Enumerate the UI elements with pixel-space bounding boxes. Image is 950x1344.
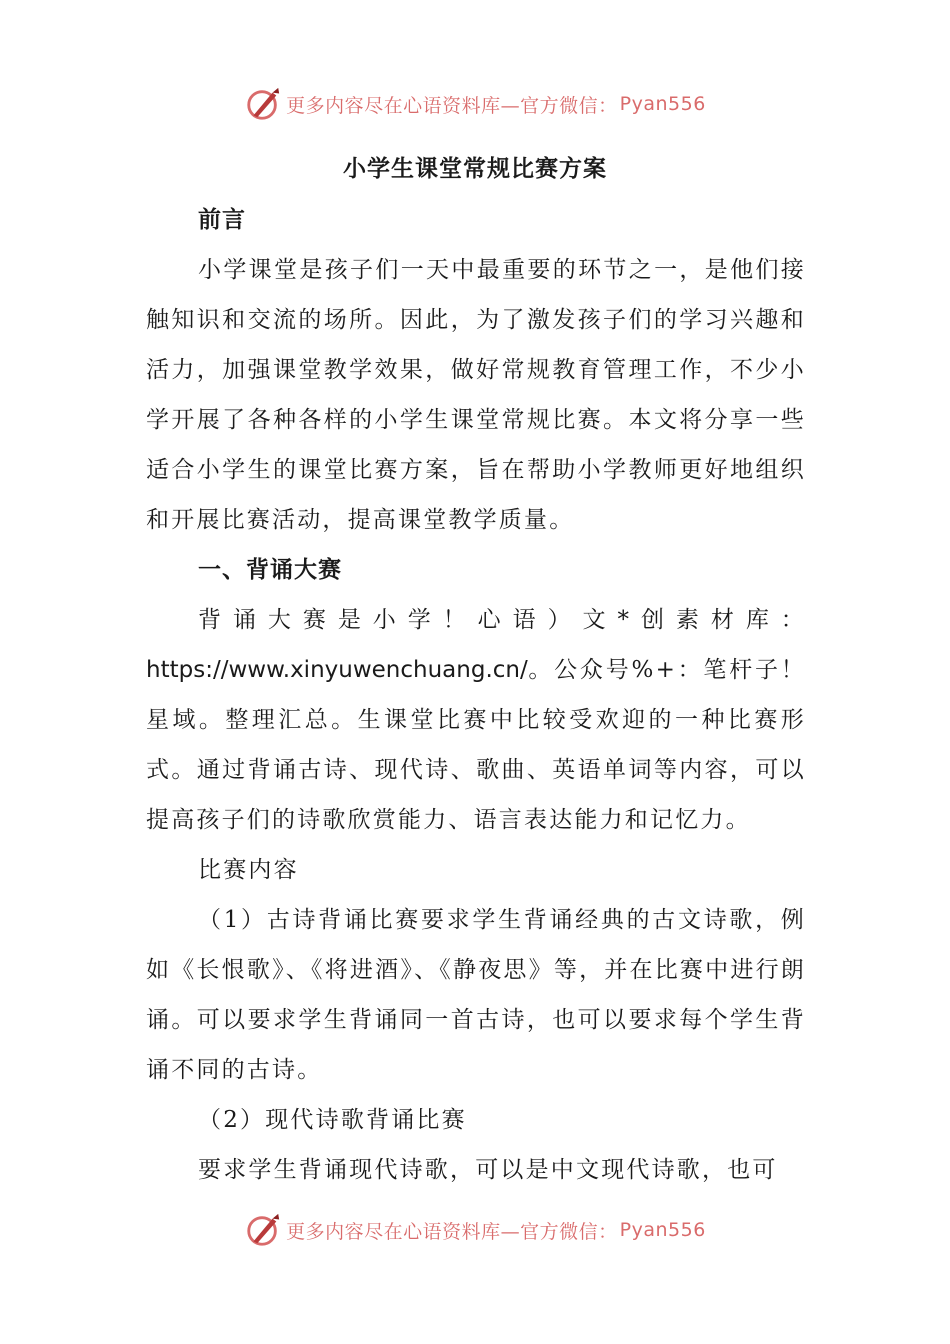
subheading-contest-content: 比赛内容 xyxy=(198,857,299,883)
quill-pen-circle-icon xyxy=(244,1211,282,1249)
watermark-header xyxy=(0,84,950,124)
section-heading-preface: 前言 xyxy=(198,206,246,233)
recitation-intro-text-a: 背诵大赛是小学！心语）文*创素材库： xyxy=(198,607,806,633)
recitation-intro-text-b: 。公众号%+：笔杆子！星域。整理汇总。生课堂比赛中比较受欢迎的一种比赛形式。通过背诵古诗、现代诗、歌曲、英语单词等内容，可以提高孩子们的诗歌欣赏能力、语言表达能力和记忆力。 xyxy=(146,657,806,833)
paragraph-item-2-body: 要求学生背诵现代诗歌，可以是中文现代诗歌，也可 xyxy=(198,1157,778,1183)
watermark-wechat-id: Pyan556 xyxy=(619,1219,706,1241)
watermark-footer xyxy=(0,1210,950,1250)
paragraph-preface: 小学课堂是孩子们一天中最重要的环节之一，是他们接触知识和交流的场所。因此，为了激发孩子们的学习兴趣和活力，加强课堂教学效果，做好常规教育管理工作，不少小学开展了各种各样的小学生课堂常规比赛。本文将分享一些适合小学生的课堂比赛方案，旨在帮助小学教师更好地组织和开展比赛活动，提高课堂教学质量。 xyxy=(146,257,806,533)
section-heading-recitation: 一、背诵大赛 xyxy=(198,556,342,583)
watermark-text: 更多内容尽在心语资料库—官方微信： xyxy=(286,94,618,117)
paragraph-item-1: （1）古诗背诵比赛要求学生背诵经典的古文诗歌，例如《长恨歌》、《将进酒》、《静夜思》等，并在比赛中进行朗诵。可以要求学生背诵同一首古诗，也可以要求每个学生背诵不同的古诗。 xyxy=(146,907,806,1083)
quill-pen-circle-icon xyxy=(244,85,282,123)
document-body xyxy=(146,195,806,1195)
document-title: 小学生课堂常规比赛方案 xyxy=(343,155,607,182)
watermark-text: 更多内容尽在心语资料库—官方微信： xyxy=(286,1220,618,1243)
paragraph-recitation-intro xyxy=(146,595,806,845)
paragraph-item-2-title: （2）现代诗歌背诵比赛 xyxy=(198,1107,467,1133)
watermark-wechat-id: Pyan556 xyxy=(619,93,706,115)
recitation-intro-url: https://www.xinyuwenchuang.cn/ xyxy=(146,657,528,683)
